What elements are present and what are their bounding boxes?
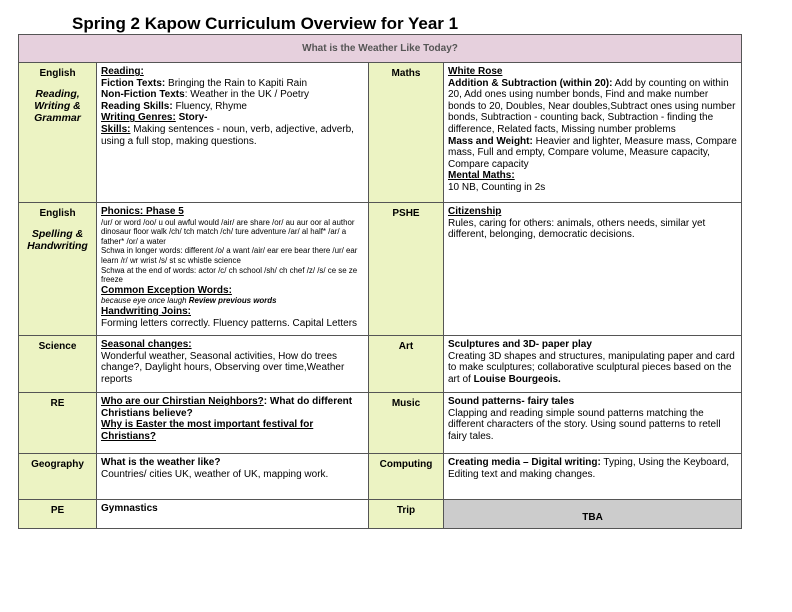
art-heading: Sculptures and 3D- paper play [448,339,592,350]
computing-content [444,454,742,500]
addition-line: Addition & Subtraction (within 20): Add by counting on within 20, Add ones using number bonds, Find and make number bonds to 20, Doubles, Near doubles,Subtract ones using number bonds, Subtraction - counting back, Subtraction - finding the difference, Related facts, Missing number problems [448,77,736,135]
geography-text: Countries/ cities UK, weather of UK, mapping work. [101,468,329,480]
phonics-line-2: Schwa in longer words: different /o/ a want /air/ ear ere bear there /ur/ ear learn /r/ wr wrist /s/ st sc whistle science [101,246,358,265]
english-spelling-content [97,203,369,336]
subject-english-spelling [19,203,97,336]
banner-row [19,35,742,63]
phonics-line-3: Schwa at the end of words: actor /c/ ch school /sh/ ch chef /z/ /s/ ce se ze freeze [101,265,358,285]
subject-maths [369,63,444,203]
subject-computing [369,454,444,500]
subject-label: PSHE [392,208,420,219]
phonics-heading: Phonics: Phase 5 [101,206,184,217]
reading-heading: Reading: [101,66,144,77]
music-content [444,393,742,454]
table-row [19,454,742,500]
fiction-line: Fiction Texts: Bringing the Rain to Kapiti Rain [101,77,308,89]
mental-maths-heading: Mental Maths: [448,170,515,182]
re-question-2: Why is Easter the most important festival for Christians? [101,419,314,442]
maths-content [444,63,742,203]
phonics-line-1: /ur/ or word /oo/ u oul awful would /air/ are share /or/ au aur oor al author dinosaur floor walk /ch/ tch match /ch/ ture adventure /ar/ al half* /ar/ a father* /or/ a water [101,217,355,246]
subject-subtitle: Reading, Writing & Grammar [34,87,81,124]
pe-content [97,500,369,529]
mental-maths-text: 10 NB, Counting in 2s [448,181,546,193]
art-content [444,336,742,393]
table-row [19,500,742,529]
subject-label: Maths [391,68,421,79]
computing-text: Creating media – Digital writing: Typing, Using the Keyboard, Editing text and making changes. [448,457,730,480]
pshe-content [444,203,742,336]
subject-english-reading [19,63,97,203]
writing-genres-line: Writing Genres: Story- [101,112,208,124]
table-row [19,63,742,203]
maths-heading: White Rose [448,66,503,77]
pe-text: Gymnastics [101,503,158,514]
subject-trip [369,500,444,529]
cew-heading: Common Exception Words: [101,284,232,296]
cew-line: because eye once laugh Review previous words [101,296,277,306]
subject-label: PE [50,505,65,516]
subject-label: English [39,68,76,79]
science-content [97,336,369,393]
subject-label: Computing [379,459,433,470]
subject-label: English [39,208,76,219]
subject-label: Science [38,341,77,352]
subject-subtitle: Spelling & Handwriting [27,227,88,252]
science-heading: Seasonal changes: [101,339,192,350]
subject-science [19,336,97,393]
geography-heading: What is the weather like? [101,457,221,468]
subject-re [19,393,97,454]
re-question-1: Who are our Chirstian Neighbors?: What do different Christians believe? [101,396,353,419]
geography-content [97,454,369,500]
subject-art [369,336,444,393]
subject-pe [19,500,97,529]
science-text: Wonderful weather, Seasonal activities, How do trees change?, Daylight hours, Observing over time,Weather reports [101,350,345,385]
re-content [97,393,369,454]
nonfiction-line: Non-Fiction Texts: Weather in the UK / Poetry [101,89,310,101]
subject-pshe [369,203,444,336]
subject-label: Music [391,398,421,409]
subject-label: Art [398,341,414,352]
subject-label: RE [50,398,65,409]
subject-geography [19,454,97,500]
table-row [19,203,742,336]
document-title: Spring 2 Kapow Curriculum Overview for Year 1 [72,14,459,33]
subject-label: Geography [31,459,84,470]
handwriting-text: Forming letters correctly. Fluency patterns. Capital Letters [101,317,358,329]
music-text: Clapping and reading simple sound patterns matching the different characters of the story. Using sound patterns to retell fairy tales. [448,407,721,442]
trip-content: TBA [444,500,742,529]
table-row [19,393,742,454]
art-text: Creating 3D shapes and structures, manipulating paper and card to make sculptures; collaborative sculptural pieces based on the art of Louise Bourgeois. [448,350,735,385]
subject-music [369,393,444,454]
curriculum-table [18,34,742,529]
reading-skills-line: Reading Skills: Fluency, Rhyme [101,100,247,112]
topic-banner: What is the Weather Like Today? [19,35,742,63]
subject-label: Trip [396,505,416,516]
table-row [19,336,742,393]
pshe-text: Rules, caring for others: animals, others needs, similar yet different, belonging, democratic decisions. [448,217,706,241]
skills-line: Skills: Making sentences - noun, verb, adjective, adverb, using a full stop, making questions. [101,123,354,147]
english-reading-content [97,63,369,203]
handwriting-heading: Handwriting Joins: [101,305,191,317]
music-heading: Sound patterns- fairy tales [448,396,575,407]
mass-line: Mass and Weight: Heavier and lighter, Measure mass, Compare mass, Full and empty, Compare volume, Measure capacity, Compare capacity [448,135,737,170]
pshe-heading: Citizenship [448,206,502,217]
